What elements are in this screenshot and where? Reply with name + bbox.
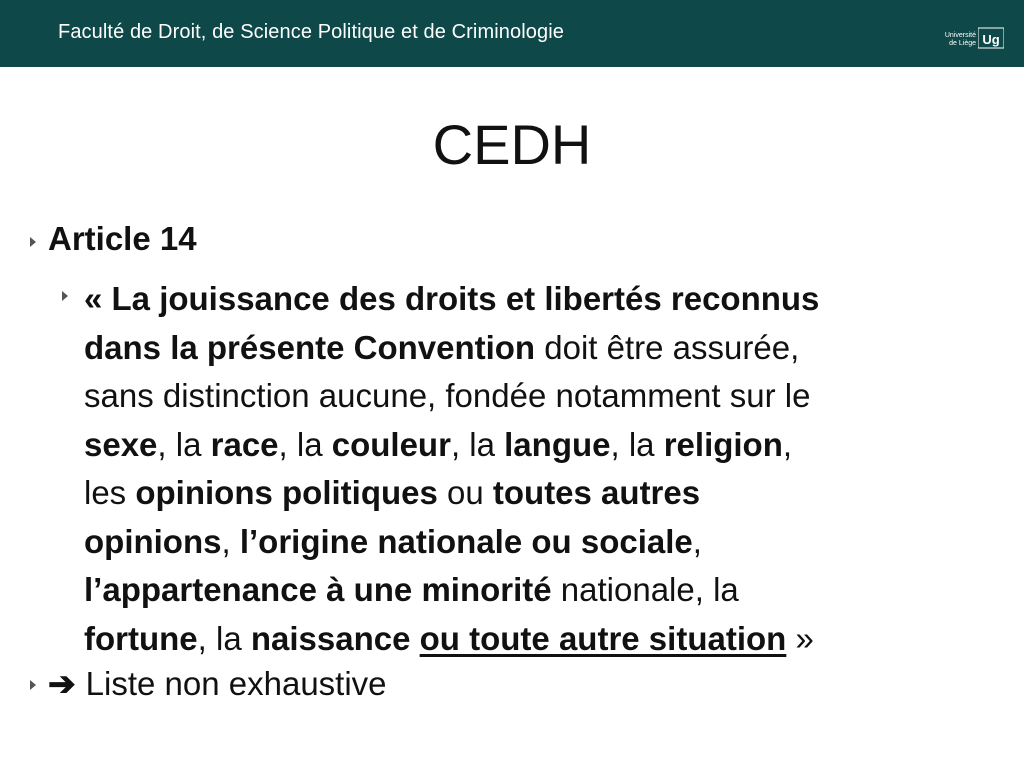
quote-segment: couleur xyxy=(331,425,451,463)
conclusion-line xyxy=(48,664,387,703)
quote-segment: , la xyxy=(450,425,505,463)
logo-line-1: Université xyxy=(944,32,976,39)
quote-segment: sans distinction aucune, fondée notamment sur le xyxy=(84,377,811,414)
quote-line xyxy=(84,324,984,373)
slide-title: CEDH xyxy=(432,113,592,176)
quote-segment: fortune xyxy=(84,619,198,657)
logo-line-2: de Liège xyxy=(949,40,976,47)
quote-segment: opinions politiques xyxy=(135,474,438,511)
sub-bullet-marker-icon xyxy=(62,291,68,301)
quote-segment: opinions xyxy=(84,522,222,560)
quote-segment: nationale, la xyxy=(551,571,739,608)
quote-line xyxy=(84,566,984,615)
quote-segment: l’appartenance à une minorité xyxy=(84,571,552,608)
quote-segment: « La jouissance des droits et libertés reconnus xyxy=(84,280,820,317)
quote-line xyxy=(84,518,984,567)
slide-header xyxy=(0,0,1024,67)
quote-line xyxy=(84,372,984,421)
quote-segment: , la xyxy=(157,425,211,463)
ulg-logo-mark-icon xyxy=(978,22,1004,54)
quote-segment: doit être assurée, xyxy=(535,328,800,366)
quote-segment xyxy=(410,620,419,657)
quote-line xyxy=(84,421,984,470)
article-heading: Article 14 xyxy=(48,220,197,257)
quote-segment: , xyxy=(692,522,702,560)
quote-line xyxy=(84,469,984,518)
quote-segment: , xyxy=(782,425,793,463)
university-logo xyxy=(936,10,1006,62)
quote-segment: , la xyxy=(197,619,251,657)
quote-segment: ou toute autre situation xyxy=(419,619,787,657)
quote-segment: religion xyxy=(663,425,783,463)
quote-line xyxy=(84,275,984,324)
bullet-marker-icon xyxy=(30,237,36,247)
quote-segment: ou xyxy=(437,474,493,511)
quote-segment: l’origine nationale ou sociale xyxy=(239,522,693,560)
quote-segment: , la xyxy=(610,425,664,463)
quote-segment: sexe xyxy=(84,425,158,463)
bullet-marker-icon xyxy=(30,680,36,690)
quote-segment: les xyxy=(84,474,136,511)
quote-segment: race xyxy=(210,425,279,463)
quote-segment: » xyxy=(786,619,814,657)
quote-line xyxy=(84,615,984,664)
logo-text xyxy=(936,32,976,48)
quote-segment: , la xyxy=(278,425,332,463)
article-quote xyxy=(84,275,984,663)
svg-text:Ug: Ug xyxy=(982,32,1000,47)
quote-segment: , xyxy=(221,522,240,560)
quote-segment: langue xyxy=(504,425,611,463)
quote-segment: toutes autres xyxy=(492,474,701,511)
faculty-title: Faculté de Droit, de Science Politique et de Criminologie xyxy=(58,21,564,43)
arrow-right-icon: ➔ xyxy=(48,665,76,702)
quote-segment: dans la présente Convention xyxy=(84,328,536,366)
conclusion-text: Liste non exhaustive xyxy=(85,665,387,702)
quote-segment: naissance xyxy=(250,619,411,657)
